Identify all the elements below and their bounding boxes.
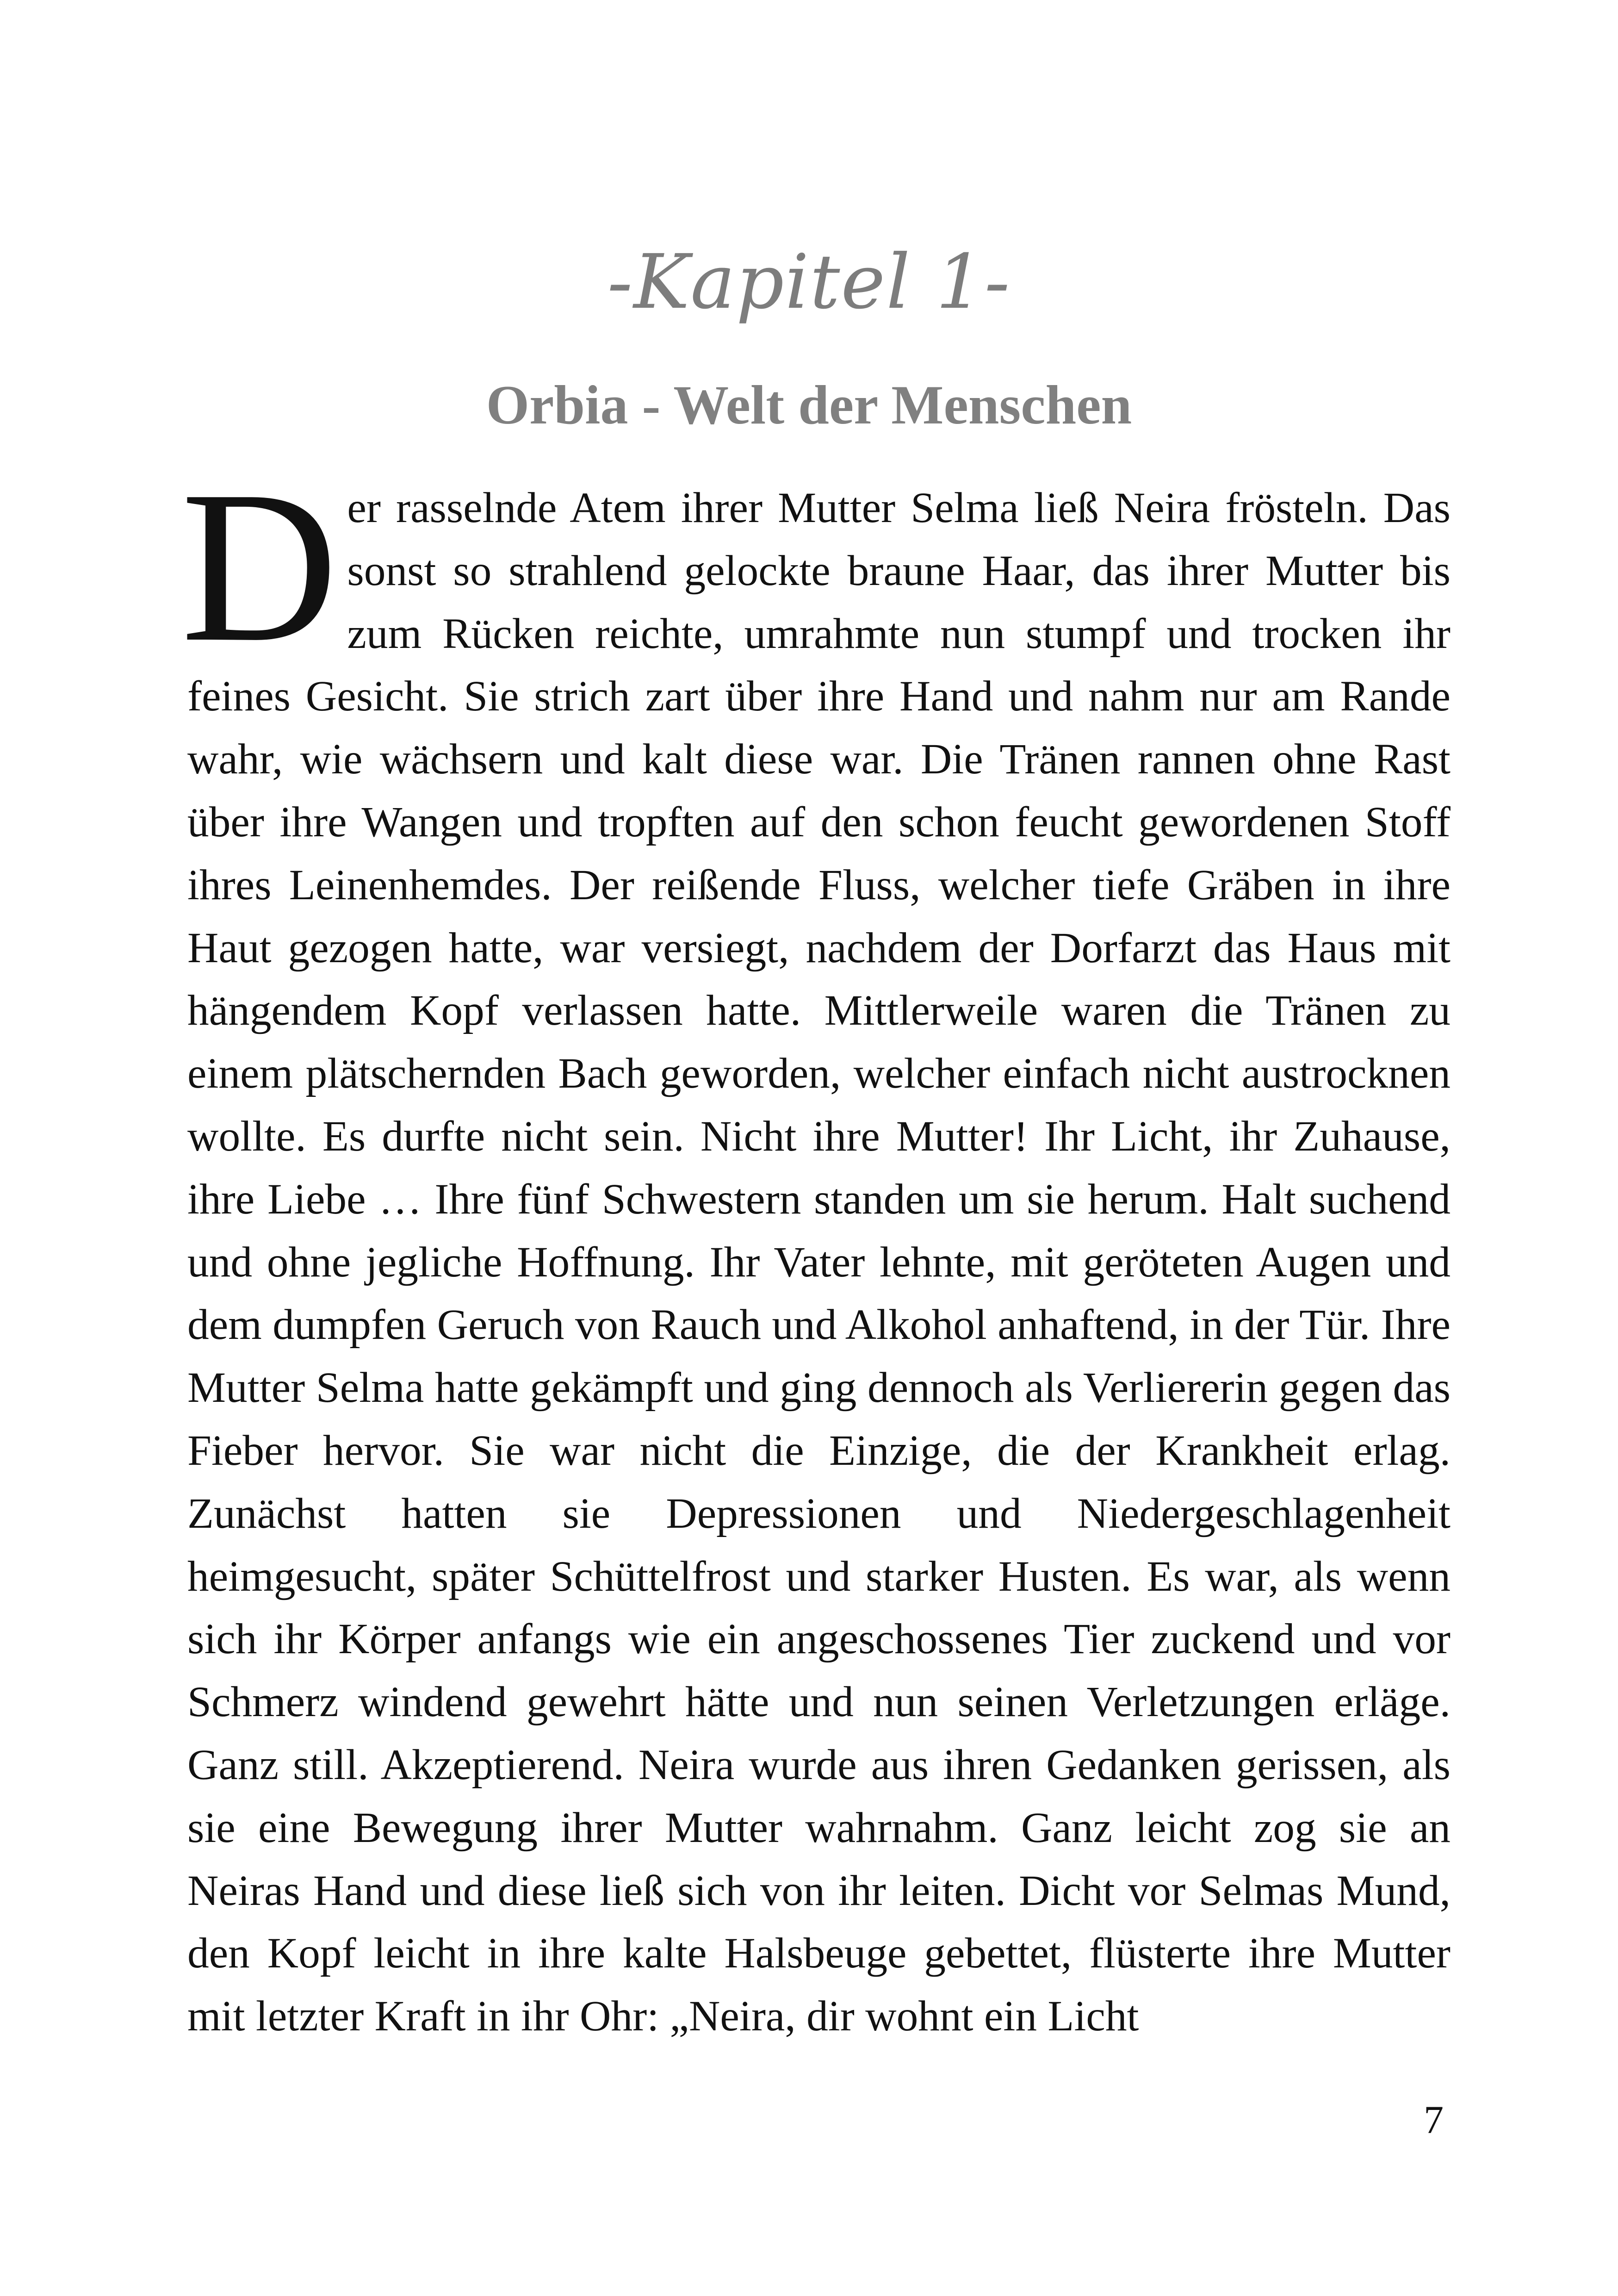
paragraph-text: er rasselnde Atem ihrer Mutter Selma ließ Neira frösteln. Das sonst so strahlend gelockte braune Haar, das ihrer Mutter bis zum Rücken reichte, umrahmte nun stumpf und trocken ihr feines Gesicht. Sie strich zart über ihre Hand und nahm nur am Rande wahr, wie wächsern und kalt diese war. Die Tränen rannen ohne Rast über ihre Wangen und tropften auf den schon feucht gewordenen Stoff ihres Leinenhemdes. Der reißende Fluss, welcher tiefe Gräben in ihre Haut gezogen hatte, war versiegt, nachdem der Dorfarzt das Haus mit hängendem Kopf verlassen hatte. Mittlerweile waren die Tränen zu einem plätschernden Bach geworden, welcher einfach nicht austrocknen wollte. Es durfte nicht sein. Nicht ihre Mutter! Ihr Licht, ihr Zuhause, ihre Liebe … Ihre fünf Schwestern standen um sie herum. Halt suchend und ohne jegliche Hoffnung. Ihr Vater lehnte, mit geröteten Augen und dem dumpfen Geruch von Rauch und Alkohol anhaftend, in der Tür. Ihre Mutter Selma hatte gekämpft und ging dennoch als Verliererin gegen das Fieber hervor. Sie war nicht die Einzige, die der Krankheit erlag. Zunächst hatten sie Depressionen und Niedergeschlagenheit heimgesucht, später Schüttelfrost und starker Husten. Es war, als wenn sich ihr Körper anfangs wie ein angeschossenes Tier zuckend und vor Schmerz windend gewehrt hätte und nun seinen Verletzungen erläge. Ganz still. Akzeptierend. Neira wurde aus ihren Gedanken gerissen, als sie eine Bewegung ihrer Mutter wahrnahm. Ganz leicht zog sie an Neiras Hand und diese ließ sich von ihr leiten. Dicht vor Selmas Mund, den Kopf leicht in ihre kalte Halsbeuge gebettet, flüsterte ihre Mutter mit letzter Kraft in ihr Ohr: „Neira, dir wohnt ein Licht	[187, 484, 1451, 2041]
page-number: 7	[1424, 2097, 1444, 2142]
body-paragraph	[181, 446, 1451, 2048]
chapter-heading: -Kapitel 1-	[607, 239, 1011, 326]
drop-cap: D	[181, 446, 338, 687]
chapter-subtitle: Orbia - Welt der Menschen	[486, 374, 1132, 436]
